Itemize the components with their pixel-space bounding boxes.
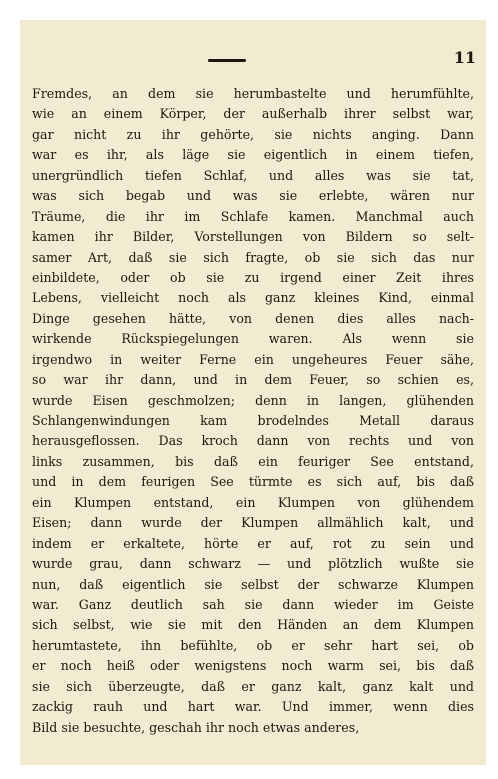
text-line: Lebens, vielleicht noch als ganz kleines Kind, einmal (32, 290, 474, 306)
text-line: Fremdes, an dem sie herumbastelte und herumfühlte, (32, 86, 474, 101)
text-line: wie an einem Körper, der außerhalb ihrer selbst war, (32, 106, 474, 122)
text-line: sich selbst, wie sie mit den Händen an dem Klumpen (32, 617, 474, 633)
text-line: Bild sie besuchte, geschah ihr noch etwas anderes, (32, 719, 360, 735)
text-line: gar nicht zu ihr gehörte, sie nichts anging. Dann (32, 126, 474, 142)
text-line: Träume, die ihr im Schlafe kamen. Manchmal auch (32, 208, 474, 224)
text-line: samer Art, daß sie sich fragte, ob sie sich das nur (32, 249, 474, 265)
text-line: herumtastete, ihn befühlte, ob er sehr hart sei, ob (32, 637, 474, 653)
text-line: einbildete, oder ob sie zu irgend einer Zeit ihres (32, 269, 474, 285)
page-number: 11 (453, 48, 476, 67)
page-header (20, 48, 486, 74)
text-line: zackig rauh und hart war. Und immer, wenn dies (32, 699, 474, 715)
text-line: war. Ganz deutlich sah sie dann wieder im Geiste (32, 596, 474, 612)
book-page (20, 20, 486, 765)
text-line: wurde grau, dann schwarz — und plötzlich wußte sie (32, 556, 474, 572)
text-line: was sich begab und was sie erlebte, wären nur (32, 188, 474, 204)
text-line: wurde Eisen geschmolzen; denn in langen, glühenden (32, 392, 474, 408)
text-line: und in dem feurigen See türmte es sich auf, bis daß (32, 474, 474, 490)
text-line: Eisen; dann wurde der Klumpen allmählich kalt, und (32, 515, 474, 531)
text-line: er noch heiß oder wenigstens noch warm sei, bis daß (32, 658, 474, 674)
text-line: kamen ihr Bilder, Vorstellungen von Bildern so selt- (32, 229, 474, 245)
header-rule (208, 59, 246, 62)
text-line: ein Klumpen entstand, ein Klumpen von glühendem (32, 494, 474, 510)
text-line: Schlangenwindungen kam brodelndes Metall daraus (32, 413, 474, 428)
text-line: nun, daß eigentlich sie selbst der schwarze Klumpen (32, 576, 474, 592)
text-line: so war ihr dann, und in dem Feuer, so schien es, (32, 372, 474, 388)
text-line: war es ihr, als läge sie eigentlich in einem tiefen, (32, 147, 474, 163)
text-line: Dinge gesehen hätte, von denen dies alles nach- (32, 310, 474, 326)
body-text (32, 84, 474, 738)
text-line: unergründlich tiefen Schlaf, und alles was sie tat, (32, 167, 474, 183)
text-line: wirkende Rückspiegelungen waren. Als wenn sie (32, 331, 474, 347)
text-line: sie sich überzeugte, daß er ganz kalt, ganz kalt und (32, 678, 474, 694)
text-line: irgendwo in weiter Ferne ein ungeheures Feuer sähe, (32, 351, 474, 367)
text-line: indem er erkaltete, hörte er auf, rot zu sein und (32, 535, 474, 551)
text-line: links zusammen, bis daß ein feuriger See entstand, (32, 453, 474, 469)
text-line: herausgeflossen. Das kroch dann von rechts und von (32, 433, 474, 449)
